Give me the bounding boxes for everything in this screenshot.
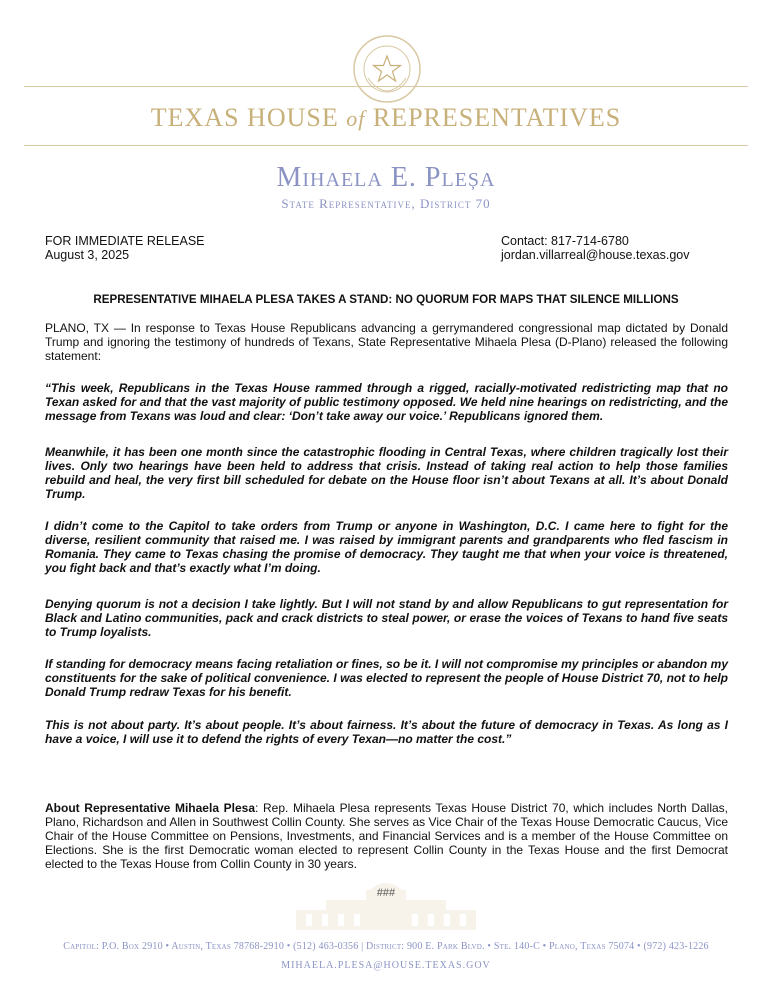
statement-paragraph: If standing for democracy means facing retaliation or fines, so be it. I will not compromise my principles or abandon my constituents for the sake of political convenience. I was elected to represent the people of House District 70, not to help Donald Trump redraw Texas for his benefit. <box>45 657 728 699</box>
release-label: FOR IMMEDIATE RELEASE <box>45 234 205 248</box>
end-mark: ### <box>376 887 396 899</box>
footer-address: Capitol: P.O. Box 2910 • Austin, Texas 78768-2910 • (512) 463-0356 | District: 900 E. Park Blvd. • Ste. 140-C • Plano, Texas 75074 • (972) 423-1226 <box>63 941 709 952</box>
release-date: August 3, 2025 <box>45 248 130 262</box>
intro-paragraph: PLANO, TX — In response to Texas House Republicans advancing a gerrymandered congressional map dictated by Donald Trump and ignoring the testimony of hundreds of Texans, State Representative Mihaela Plesa (D-Plano) released the following statement: <box>45 321 728 363</box>
statement-paragraph: “This week, Republicans in the Texas House rammed through a rigged, racially-motivated redistricting map that no Texan asked for and that the vast majority of public testimony opposed. We held nine hearings on redistricting, and the message from Texans was loud and clear: ‘Don’t take away our voice.’ Republicans ignored them. <box>45 381 728 423</box>
statement-paragraph: Denying quorum is not a decision I take lightly. But I will not stand by and allow Republicans to gut representation for Black and Latino communities, pack and crack districts to steal power, or erase the voices of Texans to hand five seats to Trump loyalists. <box>45 597 728 639</box>
house-title: TEXAS HOUSE of REPRESENTATIVES <box>150 103 622 132</box>
about-paragraph <box>45 801 728 871</box>
statement-paragraph: This is not about party. It’s about people. It’s about fairness. It’s about the future of democracy in Texas. As long as I have a voice, I will use it to defend the rights of every Texan—no matter the cost.” <box>45 718 728 746</box>
about-text: : Rep. Mihaela Plesa represents Texas House District 70, which includes North Dallas, Plano, Richardson and Allen in Southwest Collin County. She serves as Vice Chair of the Texas House Democratic Caucus, Vice Chair of the House Committee on Pensions, Investments, and Financial Services and is a member of the House Committee on Elections. She is the first Democratic woman elected to represent Collin County in the Texas House and the first Democrat elected to the Texas House from Collin County in 30 years. <box>45 801 728 871</box>
about-label: About Representative Mihaela Plesa <box>45 801 255 815</box>
press-headline: REPRESENTATIVE MIHAELA PLESA TAKES A STAND: NO QUORUM FOR MAPS THAT SILENCE MILLIONS <box>93 293 679 306</box>
representative-title: State Representative, District 70 <box>281 196 491 211</box>
statement-paragraph: Meanwhile, it has been one month since the catastrophic flooding in Central Texas, where children tragically lost their lives. Only two hearings have been held to address that crisis. Instead of taking real action to help those families rebuild and heal, the very first bill scheduled for debate on the House floor isn’t about Texans at all. It’s about Donald Trump. <box>45 445 728 501</box>
footer-email[interactable]: MIHAELA.PLESA@HOUSE.TEXAS.GOV <box>281 960 491 971</box>
statement-paragraph: I didn’t come to the Capitol to take orders from Trump or anyone in Washington, D.C. I came here to fight for the diverse, resilient community that raised me. I was raised by immigrant parents and grandparents who fled fascism in Romania. They came to Texas chasing the promise of democracy. They taught me that when your voice is threatened, you fight back and that’s exactly what I’m doing. <box>45 519 728 575</box>
contact-phone: Contact: 817-714-6780 <box>501 234 629 248</box>
contact-info <box>501 234 689 262</box>
release-info <box>45 234 205 262</box>
representative-name: Mihaela E. Pleșa <box>276 162 496 193</box>
letterhead-bottom-rule <box>24 145 748 146</box>
letterhead-top-rule <box>24 86 748 87</box>
state-seal-icon <box>352 34 422 104</box>
contact-email: jordan.villarreal@house.texas.gov <box>501 248 690 262</box>
